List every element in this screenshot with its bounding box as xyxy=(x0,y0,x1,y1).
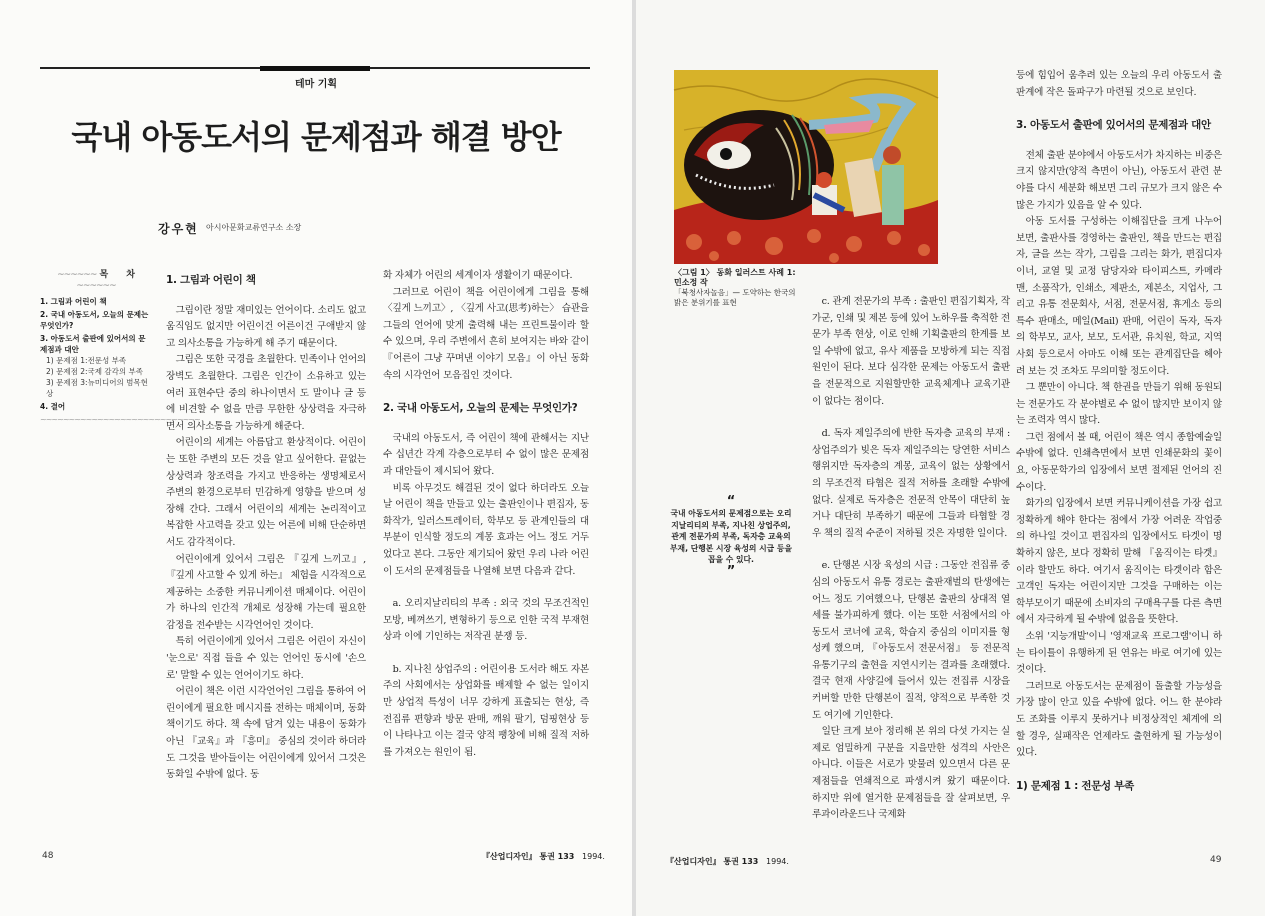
caption-title: 〈그림 1〉 동화 일러스트 사례 1: 민소정 작 xyxy=(674,268,796,287)
pull-quote xyxy=(668,496,794,578)
toc-item[interactable]: 3. 아동도서 출판에 있어서의 문제점과 대안 xyxy=(40,334,146,354)
author-name: 강우현 xyxy=(158,222,199,236)
list-item: b. 지나친 상업주의 : 어린이용 도서라 해도 자본주의 사회에서는 상업화를 배제할 수 없는 일이지만 상업적 특성이 너무 강하게 표출되는 현상, 즉 전집류 편향과 방문 판매, 깨워 팔기, 덤핑현상 등이 나타나고 이는 결국 양적 팽창에 비해 질적 저하를 가져오는 원인이 됨. xyxy=(383,663,589,758)
list-item: d. 독자 제일주의에 반한 독자층 교육의 부재 : 상업주의가 빚은 독자 제일주의는 당연한 서비스 행위지만 독자층의 계몽, 교육이 없는 상황에서의 무조건적 타협은 질적 저하를 초래할 수밖에 없다. 실제로 독자층은 전문적 안목이 대단히 높거나 대단히 부족하기 때문에 그들과 타협할 경우 책의 질적 수준이 저하될 것은 자명한 일이다. xyxy=(812,428,1010,539)
paragraph: 소위 '지능개발'이니 '영재교육 프로그램'이니 하는 타이틀이 유행하게 된 연유는 바로 여기에 있는 것이다. xyxy=(1016,631,1222,676)
author-affiliation: 아시아문화교류연구소 소장 xyxy=(206,223,302,232)
subsection-heading: 1) 문제점 1 : 전문성 부족 xyxy=(1016,779,1134,792)
paragraph: 등에 힘입어 움추려 있는 오늘의 우리 아동도서 출판계에 작은 돌파구가 마련될 것으로 보인다. xyxy=(1016,70,1222,98)
pull-quote-text: 국내 아동도서의 문제점으로는 오리지날리티의 부족, 지나친 상업주의, 관계 전문가의 부족, 독자층 교육의 부재, 단행본 시장 육성의 시급 등을 꼽을 수 있다. xyxy=(670,509,792,564)
article-title: 국내 아동도서의 문제점과 해결 방안 xyxy=(71,118,561,156)
paragraph: 어린이에게 있어서 그림은 『깊게 느끼고』, 『깊게 사고할 수 있게 하는』 체험을 시각적으로 제공하는 소중한 커뮤니케이션 매체이다. 어린이가 하나의 인간적 개체로 성장해 가는데 필요한 감정을 전수받는 시각언어인 것이다. xyxy=(166,553,366,631)
column-2 xyxy=(383,268,589,761)
column-4 xyxy=(1016,68,1222,808)
paragraph: 어린이의 세계는 아름답고 환상적이다. 어린이는 또한 주변의 모든 것을 알고 싶어한다. 끝없는 상상력과 창조력을 가지고 반응하는 생명체로서 주변의 환경으로부터 민감하게 영향을 받으며 성장해 간다. 그래서 어린이의 세계는 논리적이고 복잡한 사고력을 갖고 있는 어른에 비해 단순하면서도 감각적이다. xyxy=(166,437,366,548)
section-heading: 2. 국내 아동도서, 오늘의 문제는 무엇인가? xyxy=(383,402,578,415)
toc-heading: ~~~~~~ 목 차 ~~~~~~ xyxy=(57,270,135,291)
page-number: 48 xyxy=(42,851,54,861)
left-page xyxy=(0,0,632,916)
paragraph: 그런 점에서 볼 때, 어린이 책은 역시 종합예술일 수밖에 없다. 인쇄측면에서 보면 인쇄문화의 꽃이요, 아동문학가의 입장에서 보면 절제된 언어의 진수이다. xyxy=(1016,431,1222,493)
paragraph: 아동 도서를 구성하는 이해집단을 크게 나누어 보면, 출판사를 경영하는 출판인, 책을 만드는 편집자, 글을 쓰는 작가, 그림을 그리는 화가, 편집디자이너, 교열 및 교정 담당자와 타이피스트, 카메라맨, 소품작가, 인쇄소, 제판소, 제본소, 지업사, 그리고 유통 전문회사, 서점, 전문서점, 휴게소 등의 특수 판매소, 메일(Mail) 판매, 어린이 독자, 독자의 학부모, 교사, 보모, 도서관, 유치원, 학교, 지역사회 등으로서 아마도 이해 또는 관계집단을 헤아려 보는 것 조차도 무의미할 정도이다. xyxy=(1016,216,1222,377)
paragraph: 그 뿐만이 아니다. 책 한권을 만들기 위해 동원되는 전문가도 각 분야별로 수 없이 많지만 보이지 않는 조력자 역시 많다. xyxy=(1016,382,1222,427)
close-quote-mark: ” xyxy=(726,563,736,579)
paragraph: 그러므로 아동도서는 문제점이 돌출할 가능성을 가장 많이 안고 있을 수밖에 없다. 어느 한 분야라도 조화를 이루지 못하거나 비정상적인 체계에 의할 경우, 실패작은 언제라도 출현하게 될 가능성이 있다. xyxy=(1016,680,1222,759)
toc-subitem[interactable]: 1) 문제점 1:전문성 부족 xyxy=(46,356,127,365)
paragraph: 그러므로 어린이 책을 어린이에게 그림을 통해 〈깊게 느끼고〉, 〈깊게 사고(思考)하는〉 습관을 그들의 언어에 맞게 출력해 내는 프린트물이라 할 수 있으며, 우리 주변에서 흔히 보여지는 바와 같이 『어른이 그냥 꾸며낸 이야기 모음』이 아닌 동화속의 시각언어 모음집인 것이다. xyxy=(383,286,589,381)
paragraph: 일단 크게 보아 정리해 본 위의 다섯 가지는 실제로 엄밀하게 구분을 지을만한 성격의 사안은 아니다. 이들은 서로가 맞물려 있으면서 다른 문제점들을 연쇄적으로 파생시켜 왔기 때문이다. 하지만 위에 열거한 문제점들을 잘 살펴보면, 우루과이라운드나 국제화 xyxy=(812,726,1010,821)
page-footer: 『산업디자인』 통권 133 1994. xyxy=(482,852,605,861)
figure-caption xyxy=(674,268,804,308)
section-heading: 3. 아동도서 출판에 있어서의 문제점과 대안 xyxy=(1016,119,1211,132)
caption-text: 「북청사자놀음」— 도약하는 한국의 밝은 분위기를 표현 xyxy=(674,288,796,307)
paragraph: 화가의 입장에서 보면 커뮤니케이션을 가장 쉽고 정확하게 해야 한다는 점에서 가장 어려운 작업중의 하나일 것이고 편집자의 입장에서도 타겟이 명확하지 않은, 보다 정확히 말해 『움직이는 타겟』이라 할만도 하다. 여기서 움직이는 타겟이라 함은 고객인 독자는 어린이지만 그것을 구매하는 이는 학부모이기 때문에 소비자의 구매욕구를 다른 측면에서 자극하게 될 수밖에 없음을 뜻한다. xyxy=(1016,498,1222,626)
list-item: a. 오리지날리티의 부족 : 외국 것의 무조건적인 모방, 베껴쓰기, 변형하기 등으로 인한 국적 부재현상과 이에 기인하는 저작권 분쟁 등. xyxy=(383,598,589,643)
section-kicker: 테마 기획 xyxy=(294,79,338,90)
list-item: e. 단행본 시장 육성의 시급 : 그동안 전집류 중심의 아동도서 유통 경로는 출판재벌의 탄생에는 어느 정도 기여했으나, 단행본 출판의 상대적 열세를 불가피하게 했다. 이는 또한 서점에서의 아동도서 코너에 교육, 학습지 중심의 이미지를 형성케 했으며, 『아동도서 전문서점』 등 전문적 유통기구의 출현을 지연시키는 결과를 초래했다. 결국 현재 사양길에 들어서 있는 전집류 시장을 커버할 만한 단행본이 질적, 양적으로 부족한 것도 여기에 기인한다. xyxy=(812,560,1010,721)
toc-item[interactable]: 1. 그림과 어린이 책 xyxy=(40,297,107,306)
toc-subitem[interactable]: 2) 문제점 2:국제 감각의 부족 xyxy=(46,367,143,376)
list-item: c. 관계 전문가의 부족 : 출판인 편집기획자, 작가군, 인쇄 및 제본 등에 있어 노하우를 축적한 전문가 부족 현상, 이로 인해 기획출판의 한계를 보일 수밖에 없고, 유사 제품을 모방하게 되는 직접 원인이 된다. 보다 심각한 문제는 아동도서 출판을 전문적으로 지원할만한 교육체계나 교육기관이 없다는 점이다. xyxy=(812,296,1010,407)
paragraph: 특히 어린이에게 있어서 그림은 어린이 자신이 '눈으로' 직접 들을 수 있는 언어인 동시에 '손으로' 말할 수 있는 언어이기도 하다. xyxy=(166,636,366,681)
open-quote-mark: “ xyxy=(726,494,736,509)
toc-item[interactable]: 2. 국내 아동도서, 오늘의 문제는 무엇인가? xyxy=(40,310,149,330)
section-heading: 1. 그림과 어린이 책 xyxy=(166,274,256,286)
column-1 xyxy=(166,272,366,784)
paragraph: 그림은 또한 국경을 초월한다. 민족이나 언어의 장벽도 초월한다. 그림은 인간이 소유하고 있는 여러 표현수단 중의 하나이면서 도 말이나 글 등에 비견할 수 없을 만큼 무한한 상상력을 자극하면서 의사소통을 가능하게 해준다. xyxy=(166,354,366,432)
paragraph: 비록 아무것도 해결된 것이 없다 하더라도 오늘날 어린이 책을 만들고 있는 출판인이나 편집자, 동화작가, 일러스트레이터, 학부모 등 관계인들의 대부분이 인식할 정도의 계몽 효과는 어느 정도 거두었다고 본다. 그동안 제기되어 왔던 우리 나라 어린이 도서의 문제점들을 나열해 보면 다음과 같다. xyxy=(383,482,589,577)
toc-item[interactable]: 4. 결어 xyxy=(40,402,66,411)
illustration-image xyxy=(674,70,938,264)
paragraph: 국내의 아동도서, 즉 어린이 책에 관해서는 지난 수 십년간 각계 각층으로부터 수 없이 많은 문제점과 대안들이 제시되어 왔다. xyxy=(383,432,589,477)
paragraph: 화 자체가 어린의 세계이자 생활이기 때문이다. xyxy=(383,270,573,281)
table-of-contents xyxy=(40,270,200,425)
column-3 xyxy=(812,294,1010,824)
toc-divider: ~~~~~~~~~~~~~~~~~~~~~~~~~~~~ xyxy=(40,415,200,424)
lion-dance-illustration xyxy=(674,70,938,264)
toc-subitem[interactable]: 3) 문제점 3:뉴미디어의 범목현상 xyxy=(46,378,148,398)
paragraph: 전체 출판 분야에서 아동도서가 차지하는 비중은 크지 않지만(양적 측면이 아닌), 아동도서 관련 분야를 다시 세분화 해보면 그리 규모가 크지 않은 수 많은 가지가 있음을 알 수 있다. xyxy=(1016,149,1222,211)
paragraph: 어린이 책은 이런 시각언어인 그림을 통하여 어린이에게 필요한 메시지를 전하는 매체이며, 동화책이기도 하다. 책 속에 담겨 있는 내용이 동화가 아닌 『교육』과 『흥미』 중심의 것이라 하더라도 그것을 받아들이는 어린이에게 있어서 그것은 동화일 수밖에 없다. 동 xyxy=(166,686,366,781)
header-bar xyxy=(260,66,370,71)
paragraph: 그림이란 정말 재미있는 언어이다. 소리도 없고 움직임도 없지만 어린이건 어른이건 구애받지 않고 의사소통을 가능하게 해 주기 때문이다. xyxy=(166,304,366,349)
page-footer: 『산업디자인』 통권 133 1994. xyxy=(666,857,789,866)
page-number: 49 xyxy=(1210,855,1222,865)
